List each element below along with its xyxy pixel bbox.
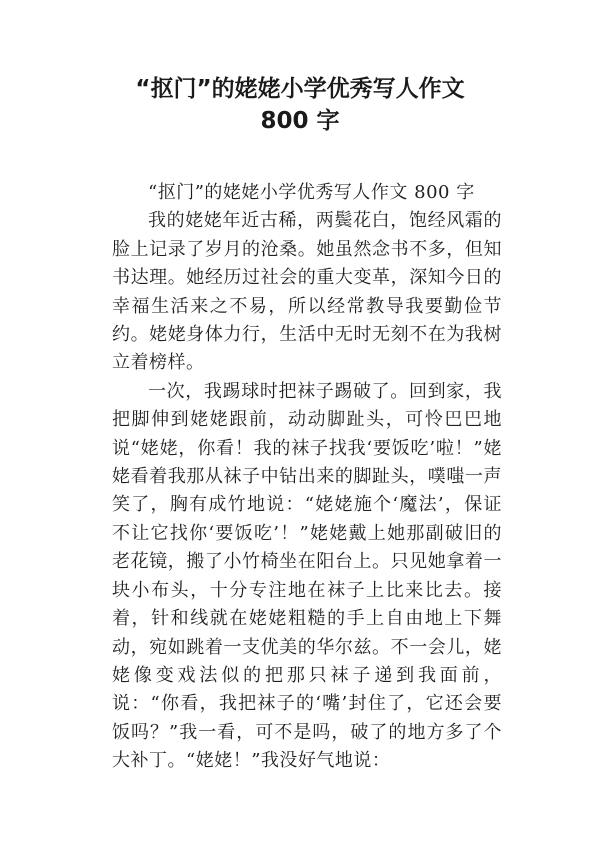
document-title: “抠门”的姥姥小学优秀写人作文 <box>135 76 465 102</box>
paragraph: 我的姥姥年近古稀，两鬓花白，饱经风霜的脸上记录了岁月的沧桑。她虽然念书不多，但知书达理。她经历过社会的重大变革，深知今日的幸福生活来之不易，所以经常教导我要勤俭节约。姥姥身体力行，生活中无时无刻不在为我树立着榜样。 <box>112 210 502 374</box>
subtitle-paragraph: “抠门”的姥姥小学优秀写人作文 800 字 <box>148 182 475 203</box>
document-body <box>112 179 502 776</box>
paragraph: 一次，我踢球时把袜子踢破了。回到家，我把脚伸到姥姥跟前，动动脚趾头，可怜巴巴地说“姥姥，你看！我的袜子找我‘要饭吃’啦！”姥姥看着我那从袜子中钻出来的脚趾头，噗嗤一声笑了，胸有成竹地说：“姥姥施个‘魔法’，保证不让它找你‘要饭吃’！”姥姥戴上她那副破旧的老花镜，搬了小竹椅坐在阳台上。只见她拿着一块小布头，十分专注地在袜子上比来比去。接着，针和线就在姥姥粗糙的手上自由地上下舞动，宛如跳着一支优美的华尔兹。不一会儿，姥姥像变戏法似的把那只袜子递到我面前，说：“你看，我把袜子的‘嘴’封住了，它还会要饭吗？”我一看，可不是吗，破了的地方多了个大补丁。“姥姥！”我没好气地说： <box>112 380 502 772</box>
document-title-continued: 800 字 <box>260 108 340 134</box>
